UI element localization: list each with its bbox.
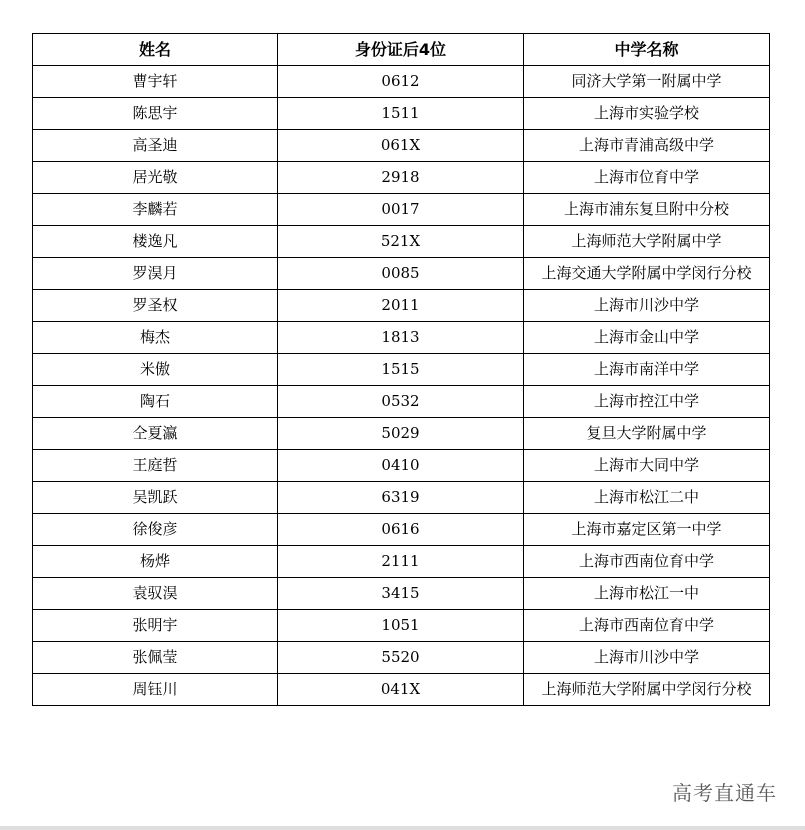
cell-id-last4: 0085 [278, 258, 524, 290]
cell-id-last4: 2011 [278, 290, 524, 322]
table-row [33, 674, 770, 706]
header-row [33, 34, 770, 66]
cell-student-name: 米傲 [33, 354, 278, 386]
cell-student-name: 陈思宇 [33, 98, 278, 130]
cell-school-name: 上海市实验学校 [524, 98, 770, 130]
table-row [33, 226, 770, 258]
cell-school-name: 同济大学第一附属中学 [524, 66, 770, 98]
cell-school-name: 上海市控江中学 [524, 386, 770, 418]
cell-student-name: 张佩莹 [33, 642, 278, 674]
cell-student-name: 楼逸凡 [33, 226, 278, 258]
cell-school-name: 上海市西南位育中学 [524, 546, 770, 578]
column-header-name: 姓名 [33, 34, 278, 66]
cell-id-last4: 061X [278, 130, 524, 162]
cell-school-name: 上海市松江一中 [524, 578, 770, 610]
table-row [33, 642, 770, 674]
cell-school-name: 上海市川沙中学 [524, 290, 770, 322]
cell-id-last4: 521X [278, 226, 524, 258]
cell-school-name: 上海交通大学附属中学闵行分校 [524, 258, 770, 290]
cell-id-last4: 5029 [278, 418, 524, 450]
table-body [33, 66, 770, 706]
cell-id-last4: 0017 [278, 194, 524, 226]
cell-school-name: 上海市大同中学 [524, 450, 770, 482]
cell-school-name: 上海市松江二中 [524, 482, 770, 514]
table-row [33, 98, 770, 130]
cell-student-name: 杨烨 [33, 546, 278, 578]
cell-student-name: 徐俊彦 [33, 514, 278, 546]
table-row [33, 354, 770, 386]
cell-school-name: 上海市川沙中学 [524, 642, 770, 674]
cell-student-name: 梅杰 [33, 322, 278, 354]
table-row [33, 66, 770, 98]
table-row [33, 194, 770, 226]
cell-id-last4: 1515 [278, 354, 524, 386]
cell-id-last4: 0616 [278, 514, 524, 546]
table-row [33, 610, 770, 642]
table-row [33, 418, 770, 450]
table-row [33, 482, 770, 514]
cell-student-name: 王庭哲 [33, 450, 278, 482]
table-row [33, 322, 770, 354]
cell-school-name: 上海市金山中学 [524, 322, 770, 354]
cell-student-name: 罗淏月 [33, 258, 278, 290]
cell-id-last4: 3415 [278, 578, 524, 610]
cell-id-last4: 041X [278, 674, 524, 706]
cell-school-name: 上海市青浦高级中学 [524, 130, 770, 162]
table-row [33, 546, 770, 578]
cell-id-last4: 0532 [278, 386, 524, 418]
cell-id-last4: 5520 [278, 642, 524, 674]
cell-id-last4: 0410 [278, 450, 524, 482]
table-header [33, 34, 770, 66]
cell-school-name: 复旦大学附属中学 [524, 418, 770, 450]
cell-student-name: 曹宇轩 [33, 66, 278, 98]
cell-id-last4: 2918 [278, 162, 524, 194]
cell-id-last4: 1511 [278, 98, 524, 130]
cell-student-name: 吴凯跃 [33, 482, 278, 514]
column-header-id-last4: 身份证后4位 [278, 34, 524, 66]
cell-id-last4: 2111 [278, 546, 524, 578]
student-roster-table [32, 33, 770, 706]
cell-school-name: 上海师范大学附属中学闵行分校 [524, 674, 770, 706]
table-row [33, 450, 770, 482]
table-row [33, 162, 770, 194]
cell-school-name: 上海市南洋中学 [524, 354, 770, 386]
table-row [33, 578, 770, 610]
table-row [33, 258, 770, 290]
cell-school-name: 上海师范大学附属中学 [524, 226, 770, 258]
bottom-divider [0, 826, 805, 830]
cell-student-name: 袁驭淏 [33, 578, 278, 610]
table-row [33, 386, 770, 418]
watermark-text: 高考直通车 [672, 781, 777, 805]
cell-school-name: 上海市西南位育中学 [524, 610, 770, 642]
cell-student-name: 周钰川 [33, 674, 278, 706]
table-row [33, 130, 770, 162]
cell-student-name: 仝夏瀛 [33, 418, 278, 450]
table-row [33, 290, 770, 322]
cell-id-last4: 1051 [278, 610, 524, 642]
cell-student-name: 高圣迪 [33, 130, 278, 162]
column-header-school: 中学名称 [524, 34, 770, 66]
cell-id-last4: 6319 [278, 482, 524, 514]
cell-student-name: 居光敬 [33, 162, 278, 194]
cell-student-name: 陶石 [33, 386, 278, 418]
cell-student-name: 李麟若 [33, 194, 278, 226]
table-row [33, 514, 770, 546]
cell-student-name: 张明宇 [33, 610, 278, 642]
cell-school-name: 上海市浦东复旦附中分校 [524, 194, 770, 226]
cell-school-name: 上海市嘉定区第一中学 [524, 514, 770, 546]
cell-id-last4: 0612 [278, 66, 524, 98]
cell-id-last4: 1813 [278, 322, 524, 354]
cell-student-name: 罗圣权 [33, 290, 278, 322]
cell-school-name: 上海市位育中学 [524, 162, 770, 194]
